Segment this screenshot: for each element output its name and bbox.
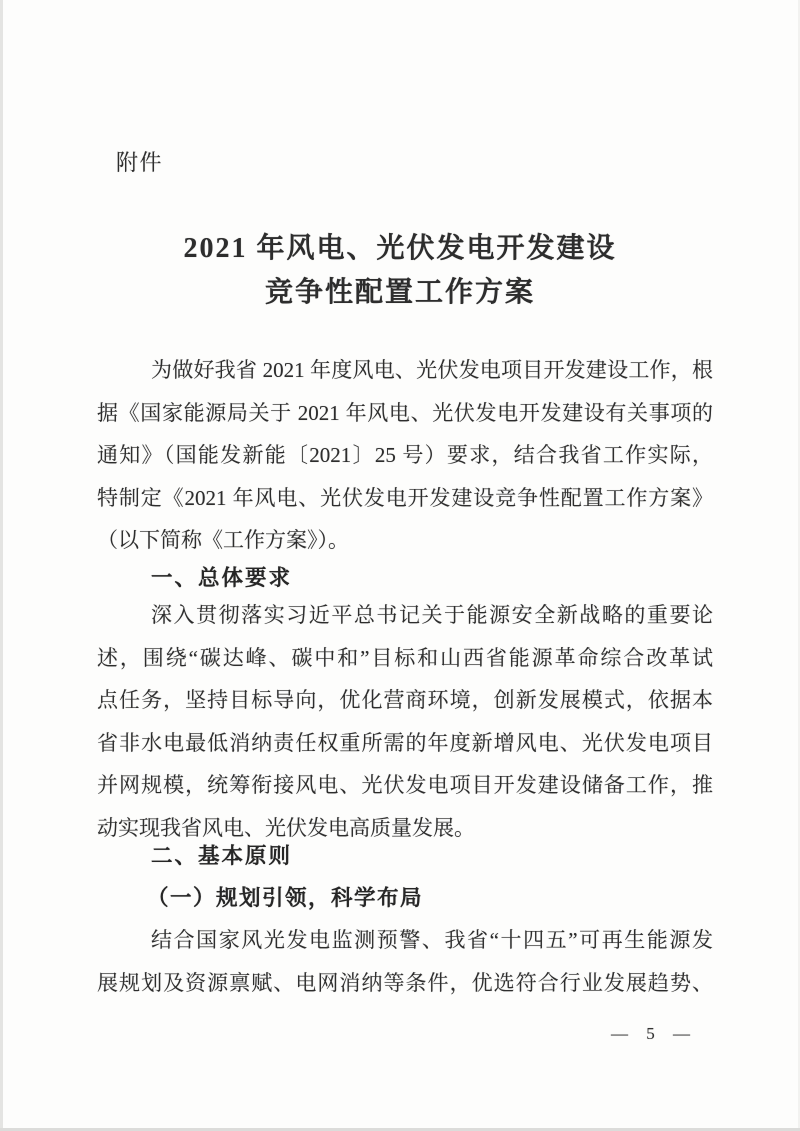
paragraph-overall-requirements <box>97 594 713 849</box>
text-line: 通知》（国能发新能〔2021〕25 号）要求，结合我省工作实际， <box>97 443 713 467</box>
text-line: 并网规模，统筹衔接风电、光伏发电项目开发建设储备工作，推 <box>97 773 713 797</box>
text-line: 特制定《2021 年风电、光伏发电开发建设竞争性配置工作方案》 <box>97 485 713 510</box>
document-title-line-2: 竞争性配置工作方案 <box>264 277 535 308</box>
scan-edge-left <box>0 0 3 1131</box>
text-line: 点任务，坚持目标导向，优化营商环境，创新发展模式，依据本 <box>97 688 713 712</box>
text-line: 为做好我省 2021 年度风电、光伏发电项目开发建设工作，根 <box>151 358 713 382</box>
paragraph-intro <box>97 349 713 562</box>
text-line: 据《国家能源局关于 2021 年风电、光伏发电开发建设有关事项的 <box>97 400 713 425</box>
text-line: （以下简称《工作方案》）。 <box>97 528 349 552</box>
text-line: 结合国家风光发电监测预警、我省“十四五”可再生能源发 <box>151 928 713 952</box>
section-heading-basic-principles: 二、基本原则 <box>151 844 293 868</box>
text-line: 述，围绕“碳达峰、碳中和”目标和山西省能源革命综合改革试 <box>97 645 713 670</box>
subsection-heading-planning-layout: （一）规划引领，科学布局 <box>147 886 424 910</box>
section-heading-overall-requirements: 一、总体要求 <box>151 566 293 590</box>
attachment-label: 附件 <box>116 150 164 175</box>
text-line: 展规划及资源禀赋、电网消纳等条件，优选符合行业发展趋势、 <box>97 970 713 995</box>
page-number: — 5 — <box>611 1024 697 1043</box>
document-title-line-1: 2021 年风电、光伏发电开发建设 <box>183 233 617 264</box>
text-line: 省非水电最低消纳责任权重所需的年度新增风电、光伏发电项目 <box>97 730 713 755</box>
text-line: 动实现我省风电、光伏发电高质量发展。 <box>97 815 475 840</box>
paragraph-planning-layout <box>97 919 713 1004</box>
text-line: 深入贯彻落实习近平总书记关于能源安全新战略的重要论 <box>151 603 713 627</box>
